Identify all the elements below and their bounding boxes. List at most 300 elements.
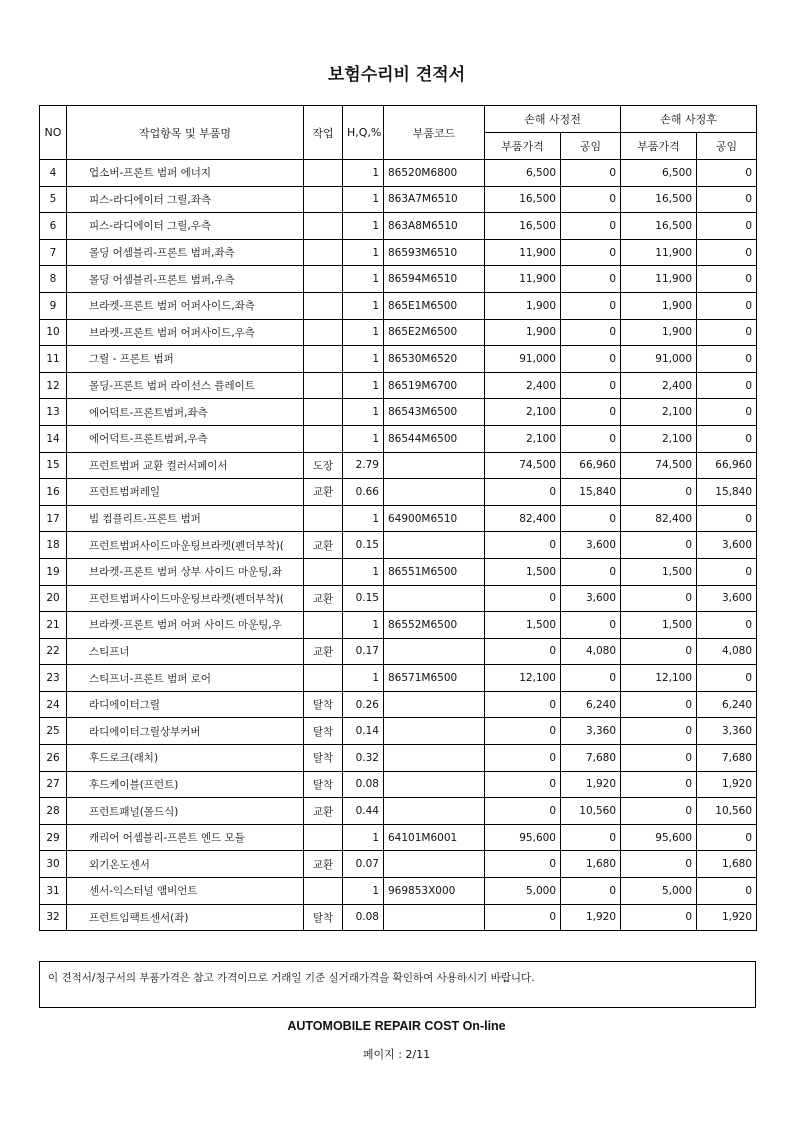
row-no: 15	[40, 452, 67, 479]
row-part-code	[384, 718, 485, 745]
row-after-price: 16,500	[621, 213, 697, 240]
row-after-price: 0	[621, 718, 697, 745]
row-before-labor: 0	[561, 612, 621, 639]
table-row	[40, 346, 757, 373]
row-after-labor: 0	[697, 319, 757, 346]
row-before-price: 6,500	[485, 160, 561, 187]
row-item-name: 후드케이블(프런트)	[67, 771, 304, 798]
row-hq: 0.26	[343, 691, 384, 718]
row-part-code	[384, 798, 485, 825]
row-before-labor: 0	[561, 399, 621, 426]
row-after-labor: 15,840	[697, 479, 757, 506]
row-after-labor: 0	[697, 878, 757, 905]
row-before-labor: 0	[561, 665, 621, 692]
row-after-price: 6,500	[621, 160, 697, 187]
row-hq: 1	[343, 425, 384, 452]
row-hq: 1	[343, 292, 384, 319]
row-before-labor: 0	[561, 319, 621, 346]
row-before-price: 0	[485, 798, 561, 825]
row-after-price: 2,100	[621, 425, 697, 452]
row-item-name: 에어덕트-프론트범퍼,우측	[67, 425, 304, 452]
table-row	[40, 266, 757, 293]
row-after-price: 11,900	[621, 239, 697, 266]
row-hq: 1	[343, 266, 384, 293]
table-row	[40, 691, 757, 718]
row-before-price: 1,900	[485, 292, 561, 319]
row-after-labor: 0	[697, 266, 757, 293]
row-hq: 0.08	[343, 904, 384, 931]
row-after-labor: 0	[697, 372, 757, 399]
row-before-labor: 0	[561, 160, 621, 187]
row-no: 6	[40, 213, 67, 240]
table-row	[40, 904, 757, 931]
row-part-code	[384, 532, 485, 559]
table-row	[40, 638, 757, 665]
estimate-rows	[40, 160, 757, 931]
row-item-name: 후드로크(래치)	[67, 745, 304, 772]
row-work	[304, 558, 343, 585]
row-item-name: 프런트범퍼레일	[67, 479, 304, 506]
row-no: 12	[40, 372, 67, 399]
row-before-labor: 6,240	[561, 691, 621, 718]
row-part-code: 86520M6800	[384, 160, 485, 187]
row-work: 교환	[304, 638, 343, 665]
row-item-name: 외기온도센서	[67, 851, 304, 878]
row-before-price: 0	[485, 638, 561, 665]
row-part-code	[384, 851, 485, 878]
row-hq: 1	[343, 399, 384, 426]
row-before-price: 0	[485, 904, 561, 931]
row-before-price: 0	[485, 851, 561, 878]
table-row	[40, 292, 757, 319]
row-after-labor: 10,560	[697, 798, 757, 825]
row-no: 17	[40, 505, 67, 532]
row-item-name: 브라켓-프론트 범퍼 어퍼사이드,우측	[67, 319, 304, 346]
row-after-labor: 1,920	[697, 904, 757, 931]
row-hq: 1	[343, 372, 384, 399]
table-row	[40, 160, 757, 187]
table-row	[40, 372, 757, 399]
row-no: 10	[40, 319, 67, 346]
row-before-labor: 4,080	[561, 638, 621, 665]
row-after-price: 5,000	[621, 878, 697, 905]
row-work	[304, 266, 343, 293]
row-part-code: 86594M6510	[384, 266, 485, 293]
row-item-name: 프런트범퍼사이드마운팅브라켓(펜더부착)(	[67, 585, 304, 612]
row-work	[304, 824, 343, 851]
row-before-price: 95,600	[485, 824, 561, 851]
row-before-labor: 3,600	[561, 585, 621, 612]
table-row	[40, 239, 757, 266]
row-before-price: 0	[485, 691, 561, 718]
row-item-name: 센서-익스터널 앰비언트	[67, 878, 304, 905]
table-row	[40, 824, 757, 851]
row-before-labor: 0	[561, 266, 621, 293]
row-part-code: 863A8M6510	[384, 213, 485, 240]
row-no: 30	[40, 851, 67, 878]
row-work	[304, 505, 343, 532]
row-after-price: 0	[621, 532, 697, 559]
row-work: 탈착	[304, 745, 343, 772]
row-work	[304, 399, 343, 426]
row-item-name: 캐리어 어셈블리-프론트 엔드 모듈	[67, 824, 304, 851]
row-before-price: 2,400	[485, 372, 561, 399]
row-work: 교환	[304, 585, 343, 612]
row-no: 28	[40, 798, 67, 825]
row-part-code	[384, 691, 485, 718]
row-part-code: 969853X000	[384, 878, 485, 905]
row-part-code: 865E1M6500	[384, 292, 485, 319]
row-hq: 1	[343, 319, 384, 346]
table-row	[40, 718, 757, 745]
header-no: NO	[40, 106, 67, 160]
table-row	[40, 399, 757, 426]
header-before-labor: 공임	[561, 133, 621, 160]
row-after-labor: 3,600	[697, 585, 757, 612]
row-no: 20	[40, 585, 67, 612]
row-item-name: 브라켓-프론트 범퍼 어퍼 사이드 마운팅,우	[67, 612, 304, 639]
row-hq: 1	[343, 186, 384, 213]
row-after-price: 2,400	[621, 372, 697, 399]
row-after-labor: 0	[697, 824, 757, 851]
row-item-name: 프런트임팩트센서(좌)	[67, 904, 304, 931]
row-item-name: 라디에이터그릴	[67, 691, 304, 718]
row-hq: 1	[343, 665, 384, 692]
row-before-labor: 0	[561, 558, 621, 585]
row-before-price: 16,500	[485, 186, 561, 213]
row-hq: 1	[343, 213, 384, 240]
row-before-labor: 3,360	[561, 718, 621, 745]
row-before-labor: 0	[561, 213, 621, 240]
row-hq: 1	[343, 824, 384, 851]
row-hq: 0.66	[343, 479, 384, 506]
row-no: 27	[40, 771, 67, 798]
header-before-price: 부품가격	[485, 133, 561, 160]
row-no: 22	[40, 638, 67, 665]
row-hq: 1	[343, 612, 384, 639]
row-before-labor: 0	[561, 824, 621, 851]
row-part-code	[384, 638, 485, 665]
row-before-price: 91,000	[485, 346, 561, 373]
row-no: 4	[40, 160, 67, 187]
row-part-code	[384, 745, 485, 772]
row-work	[304, 186, 343, 213]
header-work: 작업	[304, 106, 343, 160]
row-after-labor: 0	[697, 186, 757, 213]
table-row	[40, 585, 757, 612]
row-part-code: 86543M6500	[384, 399, 485, 426]
row-before-price: 11,900	[485, 239, 561, 266]
row-after-labor: 66,960	[697, 452, 757, 479]
row-hq: 0.32	[343, 745, 384, 772]
row-before-labor: 0	[561, 878, 621, 905]
row-after-price: 0	[621, 479, 697, 506]
row-after-labor: 1,920	[697, 771, 757, 798]
row-no: 18	[40, 532, 67, 559]
row-after-price: 0	[621, 851, 697, 878]
row-item-name: 에어덕트-프론트범퍼,좌측	[67, 399, 304, 426]
row-before-labor: 0	[561, 372, 621, 399]
notice-box	[39, 961, 756, 1008]
table-row	[40, 771, 757, 798]
estimate-table	[39, 105, 757, 931]
table-row	[40, 745, 757, 772]
row-part-code: 86530M6520	[384, 346, 485, 373]
row-before-price: 5,000	[485, 878, 561, 905]
row-after-price: 1,500	[621, 558, 697, 585]
table-row	[40, 213, 757, 240]
row-before-price: 0	[485, 718, 561, 745]
row-hq: 0.17	[343, 638, 384, 665]
row-work: 교환	[304, 851, 343, 878]
row-part-code: 86593M6510	[384, 239, 485, 266]
row-part-code: 863A7M6510	[384, 186, 485, 213]
row-before-labor: 1,920	[561, 904, 621, 931]
row-item-name: 스티프너-프론트 범퍼 로어	[67, 665, 304, 692]
row-work: 탈착	[304, 691, 343, 718]
row-before-labor: 0	[561, 505, 621, 532]
row-before-labor: 1,920	[561, 771, 621, 798]
row-after-price: 2,100	[621, 399, 697, 426]
row-part-code: 86544M6500	[384, 425, 485, 452]
row-after-labor: 0	[697, 213, 757, 240]
row-before-price: 0	[485, 771, 561, 798]
row-part-code: 865E2M6500	[384, 319, 485, 346]
row-no: 25	[40, 718, 67, 745]
row-before-labor: 0	[561, 239, 621, 266]
row-part-code	[384, 452, 485, 479]
row-item-name: 프런트패널(몰드식)	[67, 798, 304, 825]
row-after-labor: 7,680	[697, 745, 757, 772]
row-before-price: 16,500	[485, 213, 561, 240]
row-part-code	[384, 479, 485, 506]
row-after-price: 0	[621, 798, 697, 825]
page-number: 페이지 : 2/11	[362, 1048, 431, 1061]
row-no: 8	[40, 266, 67, 293]
row-part-code	[384, 585, 485, 612]
row-item-name: 스티프너	[67, 638, 304, 665]
row-item-name: 몰딩 어셈블리-프론트 범퍼,좌측	[67, 239, 304, 266]
row-before-labor: 66,960	[561, 452, 621, 479]
row-no: 5	[40, 186, 67, 213]
row-part-code: 86519M6700	[384, 372, 485, 399]
row-after-labor: 0	[697, 425, 757, 452]
table-row	[40, 798, 757, 825]
row-hq: 0.44	[343, 798, 384, 825]
row-item-name: 빔 컴플리트-프론트 범퍼	[67, 505, 304, 532]
row-work: 교환	[304, 798, 343, 825]
row-work: 탈착	[304, 771, 343, 798]
row-no: 32	[40, 904, 67, 931]
row-before-price: 1,900	[485, 319, 561, 346]
row-after-labor: 0	[697, 612, 757, 639]
row-after-labor: 0	[697, 505, 757, 532]
row-work	[304, 346, 343, 373]
row-hq: 0.14	[343, 718, 384, 745]
table-row	[40, 851, 757, 878]
table-row	[40, 479, 757, 506]
row-no: 21	[40, 612, 67, 639]
row-work	[304, 425, 343, 452]
row-after-price: 16,500	[621, 186, 697, 213]
header-part-code: 부품코드	[384, 106, 485, 160]
row-before-price: 2,100	[485, 399, 561, 426]
row-no: 13	[40, 399, 67, 426]
row-after-price: 0	[621, 904, 697, 931]
row-item-name: 라디에이터그릴상부커버	[67, 718, 304, 745]
row-part-code: 64900M6510	[384, 505, 485, 532]
row-before-labor: 15,840	[561, 479, 621, 506]
row-work	[304, 372, 343, 399]
row-no: 26	[40, 745, 67, 772]
row-after-labor: 0	[697, 346, 757, 373]
table-row	[40, 319, 757, 346]
row-work	[304, 292, 343, 319]
row-part-code	[384, 904, 485, 931]
table-row	[40, 878, 757, 905]
row-before-price: 0	[485, 479, 561, 506]
row-item-name: 몰딩 어셈블리-프론트 범퍼,우측	[67, 266, 304, 293]
row-after-labor: 0	[697, 160, 757, 187]
row-after-price: 0	[621, 745, 697, 772]
header-item: 작업항목 및 부품명	[67, 106, 304, 160]
row-work	[304, 612, 343, 639]
notice-text: 이 견적서/청구서의 부품가격은 참고 가격이므로 거래일 기준 실거래가격을 확인하여 사용하시기 바랍니다.	[48, 972, 535, 984]
row-before-labor: 3,600	[561, 532, 621, 559]
row-hq: 1	[343, 239, 384, 266]
row-after-labor: 0	[697, 239, 757, 266]
row-hq: 0.07	[343, 851, 384, 878]
row-after-labor: 0	[697, 558, 757, 585]
table-row	[40, 532, 757, 559]
row-work: 탈착	[304, 718, 343, 745]
row-work	[304, 878, 343, 905]
row-after-labor: 1,680	[697, 851, 757, 878]
row-hq: 1	[343, 878, 384, 905]
row-part-code: 86571M6500	[384, 665, 485, 692]
row-hq: 1	[343, 160, 384, 187]
row-hq: 1	[343, 505, 384, 532]
row-after-price: 82,400	[621, 505, 697, 532]
row-before-price: 11,900	[485, 266, 561, 293]
row-after-labor: 0	[697, 292, 757, 319]
row-before-price: 12,100	[485, 665, 561, 692]
row-part-code: 86551M6500	[384, 558, 485, 585]
row-after-price: 1,500	[621, 612, 697, 639]
row-after-labor: 6,240	[697, 691, 757, 718]
row-hq: 1	[343, 558, 384, 585]
row-before-labor: 0	[561, 292, 621, 319]
row-item-name: 브라켓-프론트 범퍼 어퍼사이드,좌측	[67, 292, 304, 319]
row-no: 14	[40, 425, 67, 452]
row-after-labor: 0	[697, 399, 757, 426]
row-part-code	[384, 771, 485, 798]
row-item-name: 피스-라디에이터 그릴,좌측	[67, 186, 304, 213]
row-after-price: 0	[621, 771, 697, 798]
row-no: 16	[40, 479, 67, 506]
row-no: 19	[40, 558, 67, 585]
table-row	[40, 505, 757, 532]
footer-brand: AUTOMOBILE REPAIR COST On-line	[287, 1019, 506, 1033]
row-before-labor: 0	[561, 186, 621, 213]
row-work	[304, 239, 343, 266]
header-hq: H,Q,%	[343, 106, 384, 160]
row-after-price: 91,000	[621, 346, 697, 373]
row-work: 교환	[304, 479, 343, 506]
row-before-labor: 10,560	[561, 798, 621, 825]
row-no: 24	[40, 691, 67, 718]
row-work: 탈착	[304, 904, 343, 931]
row-after-labor: 3,600	[697, 532, 757, 559]
row-before-labor: 0	[561, 425, 621, 452]
header-after-price: 부품가격	[621, 133, 697, 160]
row-item-name: 브라켓-프론트 범퍼 상부 사이드 마운팅,좌	[67, 558, 304, 585]
row-after-price: 0	[621, 585, 697, 612]
row-after-price: 1,900	[621, 292, 697, 319]
row-no: 29	[40, 824, 67, 851]
row-after-price: 74,500	[621, 452, 697, 479]
row-hq: 0.15	[343, 585, 384, 612]
table-row	[40, 612, 757, 639]
row-no: 7	[40, 239, 67, 266]
row-work	[304, 665, 343, 692]
row-no: 23	[40, 665, 67, 692]
table-row	[40, 452, 757, 479]
header-before-adjustment: 손해 사정전	[485, 106, 621, 133]
row-part-code: 86552M6500	[384, 612, 485, 639]
row-after-price: 1,900	[621, 319, 697, 346]
header-after-adjustment: 손해 사정후	[621, 106, 757, 133]
row-after-price: 11,900	[621, 266, 697, 293]
row-work	[304, 319, 343, 346]
row-before-price: 1,500	[485, 612, 561, 639]
row-work	[304, 213, 343, 240]
row-after-price: 0	[621, 691, 697, 718]
table-row	[40, 665, 757, 692]
row-before-labor: 7,680	[561, 745, 621, 772]
row-no: 11	[40, 346, 67, 373]
table-row	[40, 425, 757, 452]
row-item-name: 업소버-프론트 범퍼 에너지	[67, 160, 304, 187]
row-hq: 0.15	[343, 532, 384, 559]
row-item-name: 프런트범퍼 교환 컬러서페이서	[67, 452, 304, 479]
row-before-price: 0	[485, 745, 561, 772]
row-hq: 0.08	[343, 771, 384, 798]
row-after-price: 95,600	[621, 824, 697, 851]
row-before-price: 82,400	[485, 505, 561, 532]
row-after-labor: 3,360	[697, 718, 757, 745]
row-before-price: 1,500	[485, 558, 561, 585]
row-before-price: 2,100	[485, 425, 561, 452]
row-work: 교환	[304, 532, 343, 559]
row-after-price: 12,100	[621, 665, 697, 692]
table-row	[40, 186, 757, 213]
row-after-labor: 4,080	[697, 638, 757, 665]
row-before-price: 0	[485, 532, 561, 559]
row-before-labor: 0	[561, 346, 621, 373]
row-work	[304, 160, 343, 187]
row-before-labor: 1,680	[561, 851, 621, 878]
row-before-price: 0	[485, 585, 561, 612]
row-hq: 1	[343, 346, 384, 373]
table-row	[40, 558, 757, 585]
row-item-name: 그릴 - 프론트 범퍼	[67, 346, 304, 373]
row-no: 31	[40, 878, 67, 905]
row-hq: 2.79	[343, 452, 384, 479]
row-after-labor: 0	[697, 665, 757, 692]
row-part-code: 64101M6001	[384, 824, 485, 851]
header-after-labor: 공임	[697, 133, 757, 160]
